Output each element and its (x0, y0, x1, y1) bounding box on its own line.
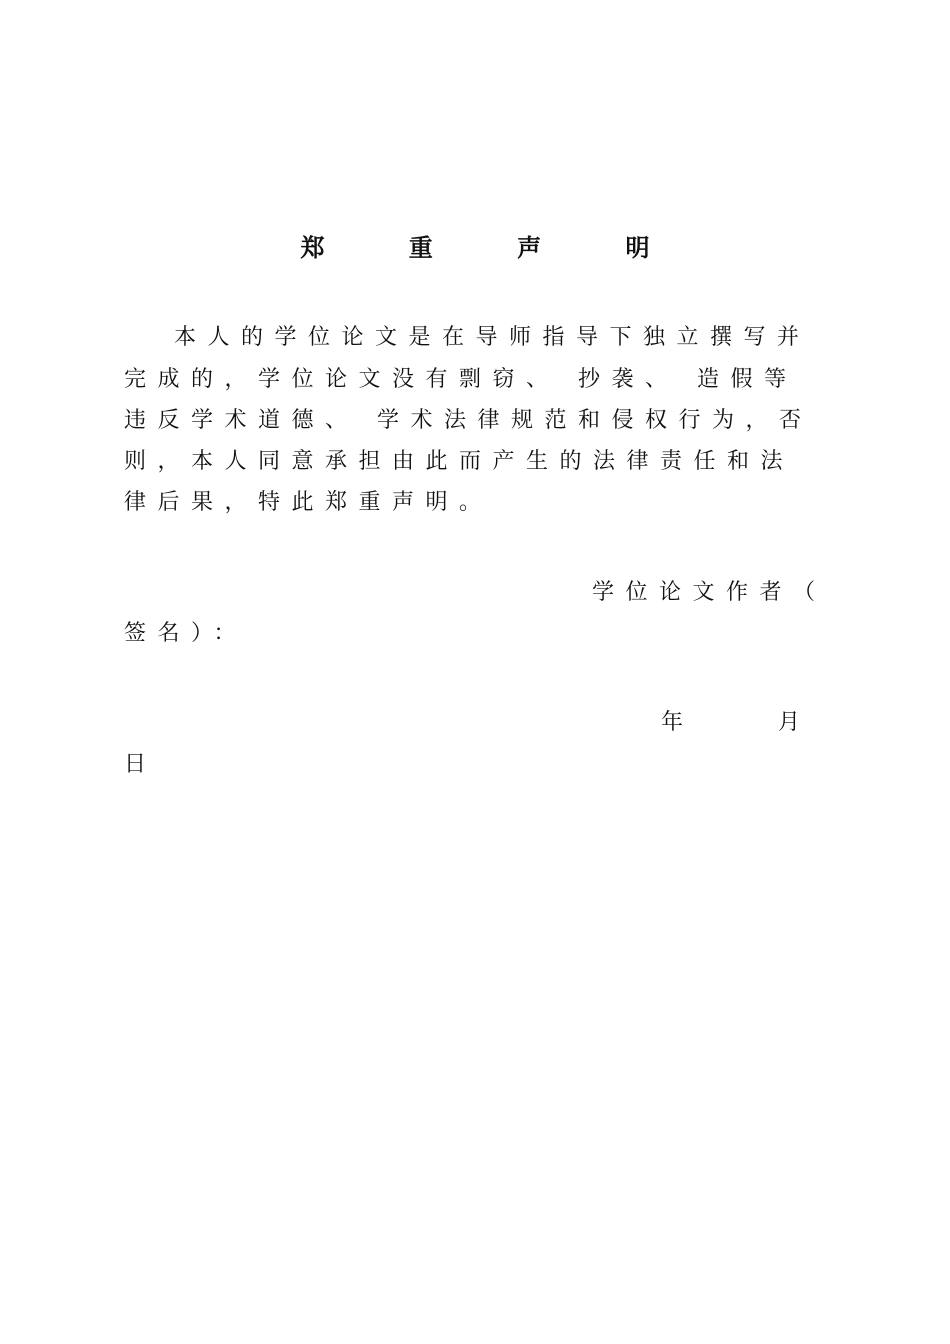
date-month-label: 月 (778, 710, 801, 735)
date-day-label: 日 (124, 752, 147, 777)
body-line-1: 本人的学位论文是在导师指导下独立撰写并 (174, 325, 811, 350)
body-line-5: 律后果，特此郑重声明。 (124, 490, 493, 515)
body-line-4: 则，本人同意承担由此而产生的法律责任和法 (124, 449, 795, 474)
body-line-2: 完成的，学位论文没有剽窃、 抄袭、 造假等 (124, 367, 798, 392)
signature-label-line-2: 签名）： (124, 621, 248, 646)
page-title: 郑 重 声 明 (300, 234, 688, 262)
body-line-3: 违反学术道德、 学术法律规范和侵权行为，否 (124, 408, 813, 433)
date-year-label: 年 (661, 710, 684, 735)
signature-label-line-1: 学位论文作者（ (592, 580, 827, 605)
